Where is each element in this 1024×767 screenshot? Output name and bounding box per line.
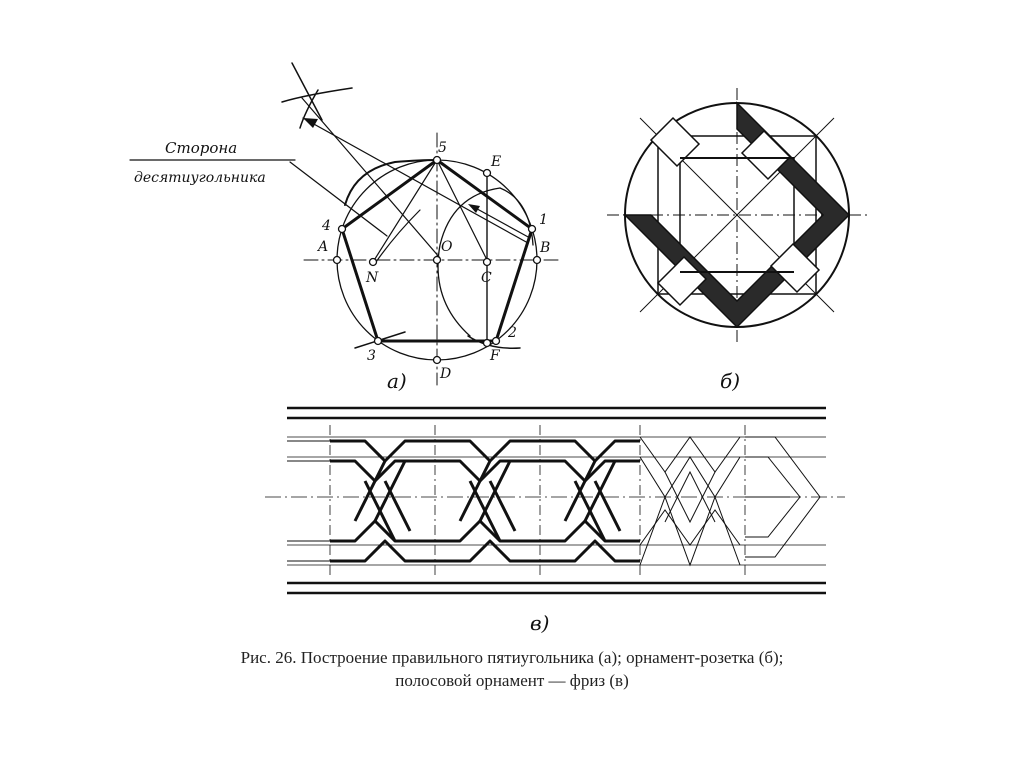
point-o — [434, 257, 441, 264]
point-1 — [529, 226, 536, 233]
label-3: 3 — [367, 348, 376, 364]
rosette-ornament — [607, 88, 867, 342]
point-5 — [434, 157, 441, 164]
left-stubs — [287, 441, 330, 561]
crossing-band — [595, 481, 620, 531]
figure-caption-line2: полосовой орнамент — фриз (в) — [395, 671, 629, 690]
zigzag-line — [640, 510, 740, 545]
zigzag-line — [640, 437, 740, 472]
label-2: 2 — [508, 325, 517, 341]
label-b: B — [540, 240, 551, 256]
label-d: D — [440, 366, 452, 382]
intersection-mark — [282, 63, 352, 128]
line-o-bisector — [302, 98, 440, 258]
arc-n-lower — [376, 210, 420, 262]
point-3 — [375, 338, 382, 345]
label-5: 5 — [438, 140, 447, 156]
label-n: N — [366, 270, 379, 286]
leader-arrow-line — [303, 118, 528, 243]
crossing-band — [490, 481, 515, 531]
figure-caption-line1: Рис. 26. Построение правильного пятиугольника (а); орнамент-розетка (б); — [240, 648, 784, 667]
frieze-ornament — [265, 408, 845, 593]
point-b — [534, 257, 541, 264]
caption-v: в) — [530, 611, 550, 635]
strand-line — [330, 521, 640, 541]
side-label-line1: Сторона — [165, 139, 238, 157]
interlace-strand-lower — [330, 521, 640, 561]
construction-zigzags — [640, 437, 820, 565]
zigzag-line — [640, 497, 740, 565]
point-d — [434, 357, 441, 364]
zigzag-line — [640, 457, 740, 497]
point-2 — [493, 338, 500, 345]
point-4 — [339, 226, 346, 233]
label-f: F — [490, 348, 500, 364]
leader-arrowhead — [303, 118, 318, 128]
label-c: C — [481, 270, 492, 286]
side-label-line2: десятиугольника — [134, 170, 266, 186]
point-a — [334, 257, 341, 264]
strand-line — [330, 441, 640, 461]
arrowhead-e — [468, 204, 480, 213]
label-e: E — [491, 154, 502, 170]
crossing-band — [385, 481, 410, 531]
point-n — [370, 259, 377, 266]
point-f — [484, 340, 491, 347]
pentagon-construction — [130, 63, 560, 385]
point-c — [484, 259, 491, 266]
strand-line — [330, 541, 640, 561]
label-4: 4 — [322, 218, 331, 234]
label-1: 1 — [539, 212, 548, 228]
caption-a: а) — [387, 369, 407, 393]
caption-b: б) — [720, 369, 741, 393]
label-a: A — [318, 239, 329, 255]
side-label-leader — [290, 162, 387, 236]
label-o: O — [441, 239, 453, 255]
point-e — [484, 170, 491, 177]
